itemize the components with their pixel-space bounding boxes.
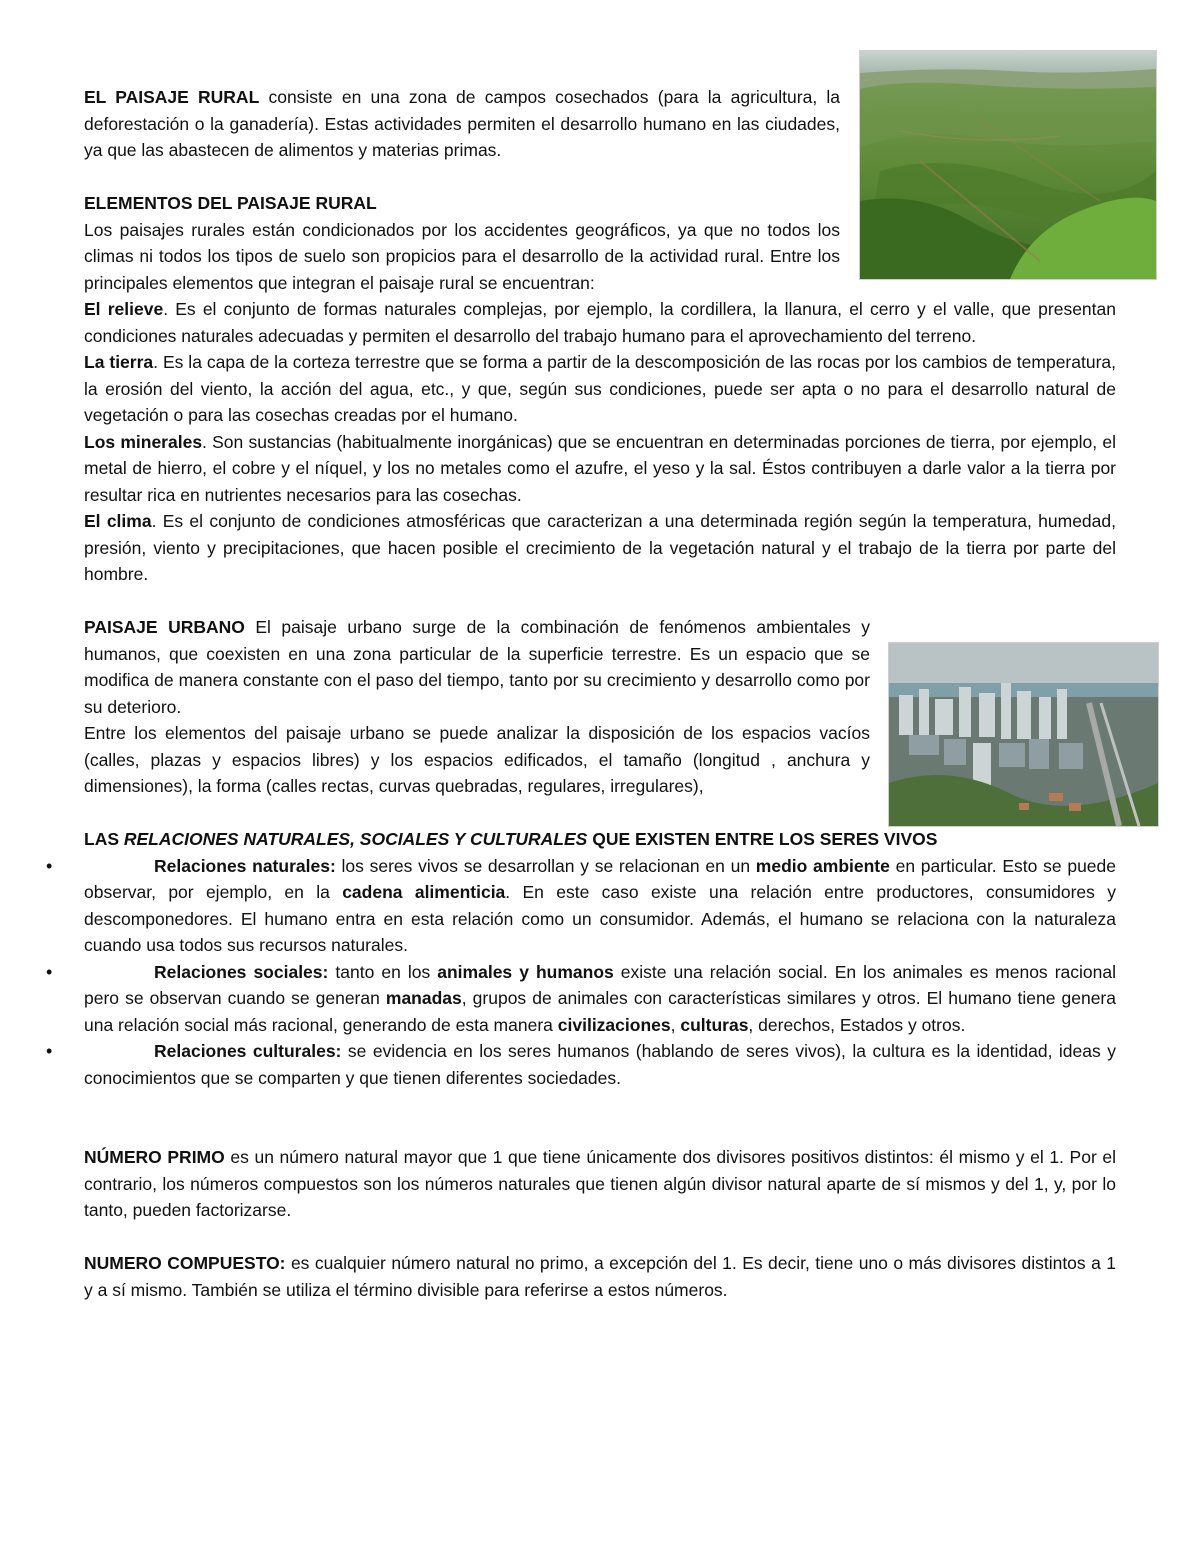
sociales-text-2: existe una relación social. En los animales es menos racional pero se observan cuando se generan [84, 961, 1116, 1008]
naturales-text-2: en particular. Esto se puede observar, por ejemplo, en la [84, 855, 1117, 902]
urban-paragraph-2: Entre los elementos del paisaje urbano se puede analizar la disposición de los espacios vacíos (calles, plazas y espacios libres) y los espacios edificados, el tamaño (longitud , anchura y dimensiones), la forma (calles rectas, curvas quebradas, regulares, irregulares), [84, 723, 870, 796]
relations-list [46, 853, 1117, 1092]
document-page [46, 84, 1117, 1303]
culturales-text-1: se evidencia en los seres humanos (hablando de seres vivos), la cultura es la identidad, ideas y conocimientos que se comparten y que tienen diferentes sociedades. [84, 1041, 1116, 1088]
rural-elements-title [84, 190, 840, 217]
rural-intro-title: EL PAISAJE RURAL [84, 87, 260, 107]
primo-paragraph [84, 1144, 1116, 1224]
clima-text: . Es el conjunto de condiciones atmosféricas que caracterizan a una determinada región según la temperatura, humedad, presión, viento y precipitaciones, que hacen posible el crecimiento de la vegetación natural y el trabajo de la tierra por parte del hombre. [84, 511, 1116, 584]
list-item-sociales [46, 959, 1116, 1039]
sociales-text-4: , [670, 1014, 681, 1035]
relations-title [84, 826, 1116, 853]
sociales-text-3: , grupos de animales con características similares y otros. El humano tiene genera una relación social más racional, generando de esta manera [84, 988, 1116, 1035]
compuesto-paragraph [84, 1250, 1116, 1303]
tierra-paragraph [84, 349, 1116, 429]
bullet-icon: • [46, 1041, 53, 1061]
sociales-bold-2: manadas [385, 988, 462, 1008]
sociales-bold-1: animales y humanos [437, 961, 614, 982]
compuesto-text: es cualquier número natural no primo, a excepción del 1. Es decir, tiene uno o más divisores distintos a 1 y a sí mismo. También se utiliza el término divisible para referirse a estos números. [84, 1253, 1117, 1300]
primo-title: NÚMERO PRIMO [84, 1147, 225, 1167]
clima-label: El clima [84, 511, 152, 531]
relations-title-post: QUE EXISTEN ENTRE LOS SERES VIVOS [587, 829, 938, 849]
urban-section [84, 614, 870, 800]
sociales-text-5: , derechos, Estados y otros. [748, 1014, 966, 1035]
sociales-text-1: tanto en los [328, 961, 438, 982]
relieve-text: . Es el conjunto de formas naturales complejas, por ejemplo, la cordillera, la llanura, el cerro y el valle, que presentan condiciones naturales adecuadas y permiten el desarrollo del trabajo humano para el aprovechamiento del terreno. [84, 299, 1116, 346]
minerales-text: . Son sustancias (habitualmente inorgánicas) que se encuentran en determinadas porciones de tierra, por ejemplo, el metal de hierro, el cobre y el níquel, y los no metales como el azufre, el yeso y la sal. Éstos contribuyen a darle valor a la tierra por resultar rica en nutrientes necesarios para las cosechas. [84, 431, 1116, 505]
naturales-text-3: . En este caso existe una relación entre productores, consumidores y descomponedores. El humano entra en esta relación como un consumidor. Además, el humano se relaciona con la naturaleza cuando usa todos sus recursos naturales. [84, 882, 1116, 955]
clima-paragraph [84, 508, 1116, 588]
sociales-label: Relaciones sociales: [154, 961, 329, 982]
rural-elements-text: Los paisajes rurales están condicionados por los accidentes geográficos, ya que no todos los climas ni todos los tipos de suelo son propicios para el desarrollo de la actividad rural. Entre los principales elementos que integran el paisaje rural se encuentran: [84, 219, 840, 293]
minerales-label: Los minerales [84, 431, 203, 452]
rural-intro-text: consiste en una zona de campos cosechados (para la agricultura, la deforestación o la ganadería). Estas actividades permiten el desarrollo humano en las ciudades, ya que las abastecen de alimentos y materias primas. [84, 87, 840, 160]
relations-title-italic: RELACIONES NATURALES, SOCIALES Y CULTURALES [123, 829, 588, 849]
relieve-paragraph [84, 296, 1116, 349]
list-item-naturales [46, 853, 1117, 959]
relations-title-pre: LAS [84, 829, 124, 849]
rural-elements-title-text: ELEMENTOS DEL PAISAJE RURAL [84, 193, 377, 213]
urban-paragraph-1 [84, 614, 870, 720]
urban-title: PAISAJE URBANO [84, 617, 245, 637]
tierra-text: . Es la capa de la corteza terrestre que se forma a partir de la descomposición de las rocas por los cambios de temperatura, la erosión del viento, la acción del agua, etc., y que, según sus condiciones, puede ser apta o no para el desarrollo natural de vegetación o para las cosechas creadas por el humano. [84, 352, 1116, 425]
sociales-bold-4: culturas [680, 1014, 749, 1035]
sociales-bold-3: civilizaciones [557, 1014, 671, 1035]
naturales-label: Relaciones naturales: [154, 855, 336, 876]
primo-text: es un número natural mayor que 1 que tiene únicamente dos divisores positivos distintos: él mismo y el 1. Por el contrario, los números compuestos son los números naturales que tienen algún divisor natural aparte de sí mismos y del 1, y, por lo tanto, pueden factorizarse. [84, 1147, 1117, 1220]
relieve-label: El relieve [84, 299, 164, 319]
rural-intro-paragraph [84, 84, 840, 164]
bullet-icon: • [46, 855, 53, 876]
rural-section [84, 84, 840, 296]
naturales-bold-2: cadena alimenticia [342, 882, 506, 902]
compuesto-title: NUMERO COMPUESTO: [84, 1253, 286, 1273]
tierra-label: La tierra [84, 352, 154, 372]
urban-text-1: El paisaje urbano surge de la combinación de fenómenos ambientales y humanos, que coexisten en una zona particular de la superficie terrestre. Es un espacio que se modifica de manera constante con el paso del tiempo, tanto por su crecimiento y desarrollo como por su deterioro. [84, 617, 871, 717]
naturales-text-1: los seres vivos se desarrollan y se relacionan en un [335, 855, 756, 876]
list-item-culturales [46, 1038, 1116, 1091]
naturales-bold-1: medio ambiente [755, 855, 890, 876]
minerales-paragraph [84, 429, 1116, 509]
bullet-icon: • [46, 961, 53, 982]
culturales-label: Relaciones culturales: [154, 1041, 342, 1061]
